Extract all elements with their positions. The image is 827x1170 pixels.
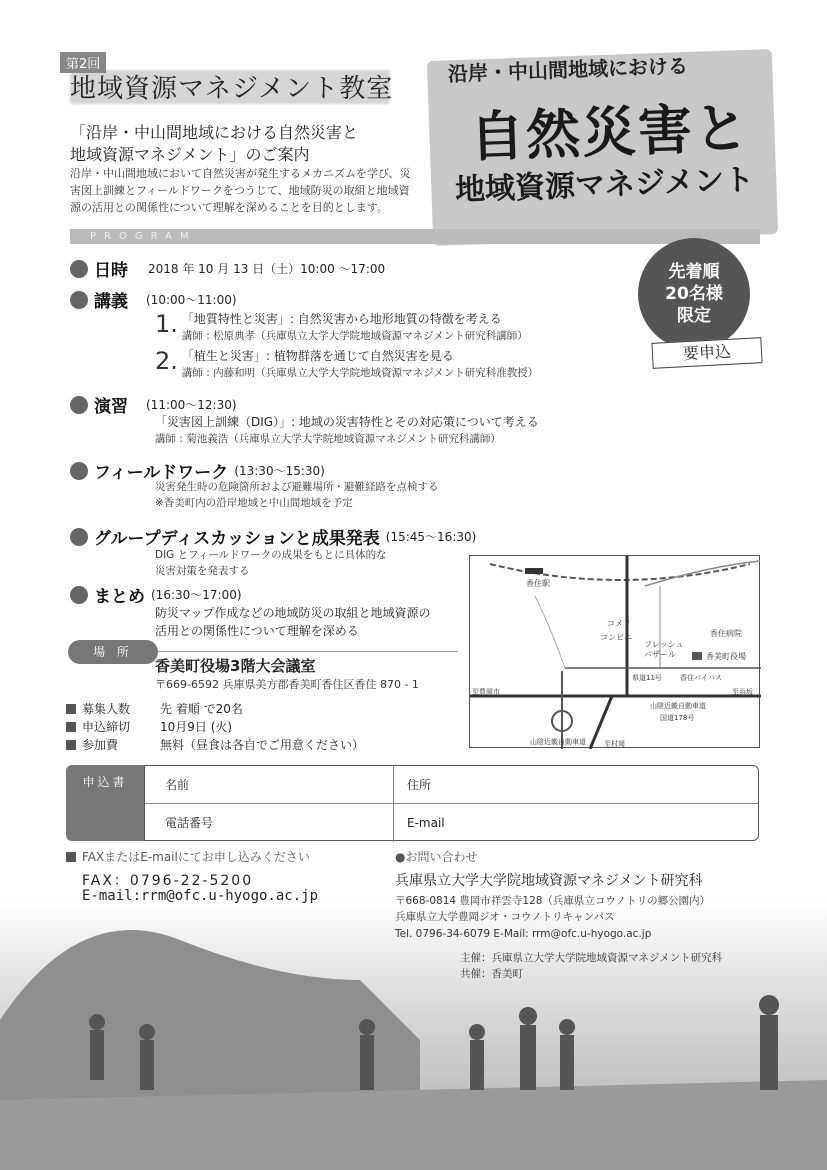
org-address-2: 兵庫県立大学豊岡ジオ・コウノトリキャンパス [395,911,615,923]
bullet-icon [70,396,88,414]
intro-title-line1: 「沿岸・中山間地域における自然災害と [70,123,359,142]
square-bullet-icon [66,740,76,750]
host: 主催：兵庫県立大学大学院地域資源マネジメント研究科 [460,952,723,964]
lecture-2-number: 2. [155,347,178,375]
exercise-speaker: 講師 : 菊池義浩（兵庫県立大学大学院地域資源マネジメント研究科講師） [155,433,501,445]
lecture-1-number: 1. [155,310,178,338]
form-address-label: 住所 [407,778,432,792]
detail-row-fee: 参加費 無料（昼食は各自でご用意ください） [66,736,364,754]
detail-row-capacity: 募集人数 先 着順 で20名 [66,700,364,718]
map-store1-label: コメリ [607,619,631,628]
lecture-2-title: 「植生と災害」: 植物群落を通じて自然災害を見る [181,349,454,363]
cohost: 共催：香美町 [460,968,523,980]
intro-body: 沿岸・中山間地域において自然災害が発生するメカニズムを学び、災害図上訓練とフィールドワークをつうじて、地域防災の取組と地域資源の活用との関係性について理解を深めることを目的とします。 [70,167,411,214]
field-desc-1: 災害発生時の危険箇所および避難場所・避難経路を点検する [155,481,439,493]
map-store3-label: フレッシュバザール [644,640,684,659]
contact-email: E-mail:rrm@ofc.u-hyogo.ac.jp [82,888,319,904]
summary-label: まとめ [94,587,145,607]
venue-divider [158,651,458,652]
date-label: 日時 [94,261,128,281]
lecture-1-speaker: 講師 : 松原典孝（兵庫県立大学大学院地域資源マネジメント研究科講師） [181,330,528,342]
hero-line1: 沿岸・中山間地域における [447,53,689,86]
apply-required-stamp: 要申込 [651,337,762,369]
summary-detail [155,604,431,640]
hero-line3: 地域資源マネジメント [454,162,755,208]
lecture-1 [155,310,528,344]
form-row-1 [145,766,758,804]
venue-address: 〒669-6592 兵庫県美方郡香美町香住区香住 870 - 1 [155,678,419,691]
map-route11-label: 県道11号 [632,674,662,682]
form-row-2 [145,804,758,842]
series-title: 地域資源マネジメント教室 [70,74,394,104]
form-tab: 申込書 [66,765,144,841]
square-bullet-icon [66,704,76,714]
form-name-label: 名前 [165,778,190,792]
date-value: 2018 年 10 月 13 日（土）10:00 ～17:00 [148,261,386,276]
field-desc-2: ※香美町内の沿岸地域と中山間地域を予定 [155,497,353,509]
venue-label: 場 所 [68,640,158,664]
field-time: (13:30～15:30) [234,463,325,478]
exercise-label: 演習 [94,397,128,417]
org-tel: Tel. 0796-34-6079 E-Mail: rrm@ofc.u-hyogo.ac.jp [395,928,652,940]
map-clinic-label: 香住病院 [710,629,742,638]
limit-badge [638,238,750,350]
limit-badge-line3: 限定 [677,306,711,326]
map-left-label: 至豊岡市 [472,688,500,696]
bullet-icon [70,528,88,546]
hero-line2: 自然災害と [469,96,752,169]
inquiry-label: ●お問い合わせ [395,850,478,864]
org-name: 兵庫県立大学大学院地域資源マネジメント研究科 [395,873,703,889]
summary-desc-2: 活用との関係性について理解を深める [155,624,359,638]
limit-badge-line2: 20名様 [665,284,723,304]
group-desc-2: 災害対策を発表する [155,565,250,577]
form-phone-label: 電話番号 [165,816,214,830]
map-bypass-label: 香住バイパス [680,674,722,682]
intro-title-line2: 地域資源マネジメント」のご案内 [70,145,310,164]
venue-name: 香美町役場3階大会議室 [155,657,316,675]
lecture-1-title: 「地質特性と災害」: 自然災害から地形地質の特徴を考える [181,312,502,326]
detail-row-deadline: 申込締切 10月9日 (火) [66,718,364,736]
lecture-time: (10:00～11:00) [146,292,237,307]
group-desc-1: DIG とフィールドワークの成果をもとに具体的な [155,549,387,561]
square-bullet-icon [66,852,76,862]
summary-time: (16:30～17:00) [151,587,242,602]
apply-note: FAXまたはE-mailにてお申し込みください [66,848,310,866]
group-detail [155,547,387,579]
map-office-label: 香美町役場 [706,652,746,661]
map-bottom-label: 至村岡 [604,740,625,748]
map-station-label: 香住駅 [526,579,550,588]
exercise-time: (11:00～12:30) [146,397,237,412]
details-list [66,700,364,754]
map-right-label: 至浜坂 [732,688,753,696]
map-store2-label: コンビニ [600,633,632,642]
lecture-label: 講義 [94,292,128,312]
group-time: (15:45～16:30) [385,529,477,544]
map-route178-label: 国道178号 [660,714,695,722]
lecture-section [70,287,237,312]
fax-number: FAX：0796-22-5200 [82,873,254,889]
bullet-icon [70,260,88,278]
form-email-label: E-mail [407,816,445,830]
exercise-detail [155,413,539,447]
exercise-title: 「災害図上訓練（DIG）」: 地域の災害特性とその対応策について考える [155,415,539,429]
summary-desc-1: 防災マップ作成などの地域防災の取組と地域資源の [155,606,431,620]
group-section [70,524,476,549]
access-map [469,555,760,748]
bullet-icon [70,462,88,480]
square-bullet-icon [66,722,76,732]
limit-badge-line1: 先着順 [668,262,720,282]
intro-title [70,122,358,166]
application-form [144,765,759,841]
date-section [70,256,385,281]
map-highway-label: 山陰近畿自動車道 [650,702,706,710]
program-bar: PROGRAM [70,229,760,244]
lecture-2 [155,347,538,381]
bullet-icon [70,586,88,604]
group-label: グループディスカッションと成果発表 [94,529,380,549]
lecture-2-speaker: 講師 : 内藤和明（兵庫県立大学大学院地域資源マネジメント研究科准教授） [181,367,539,379]
org-address-1: 〒668-0814 豊岡市祥雲寺128（兵庫県立コウノトリの郷公園内） [395,895,711,907]
field-label: フィールドワーク [94,463,229,483]
bullet-icon [70,291,88,309]
field-detail [155,479,439,511]
edition-badge: 第2回 [60,52,106,73]
map-ic-label: 山陰近畿自動車道 [530,738,586,746]
